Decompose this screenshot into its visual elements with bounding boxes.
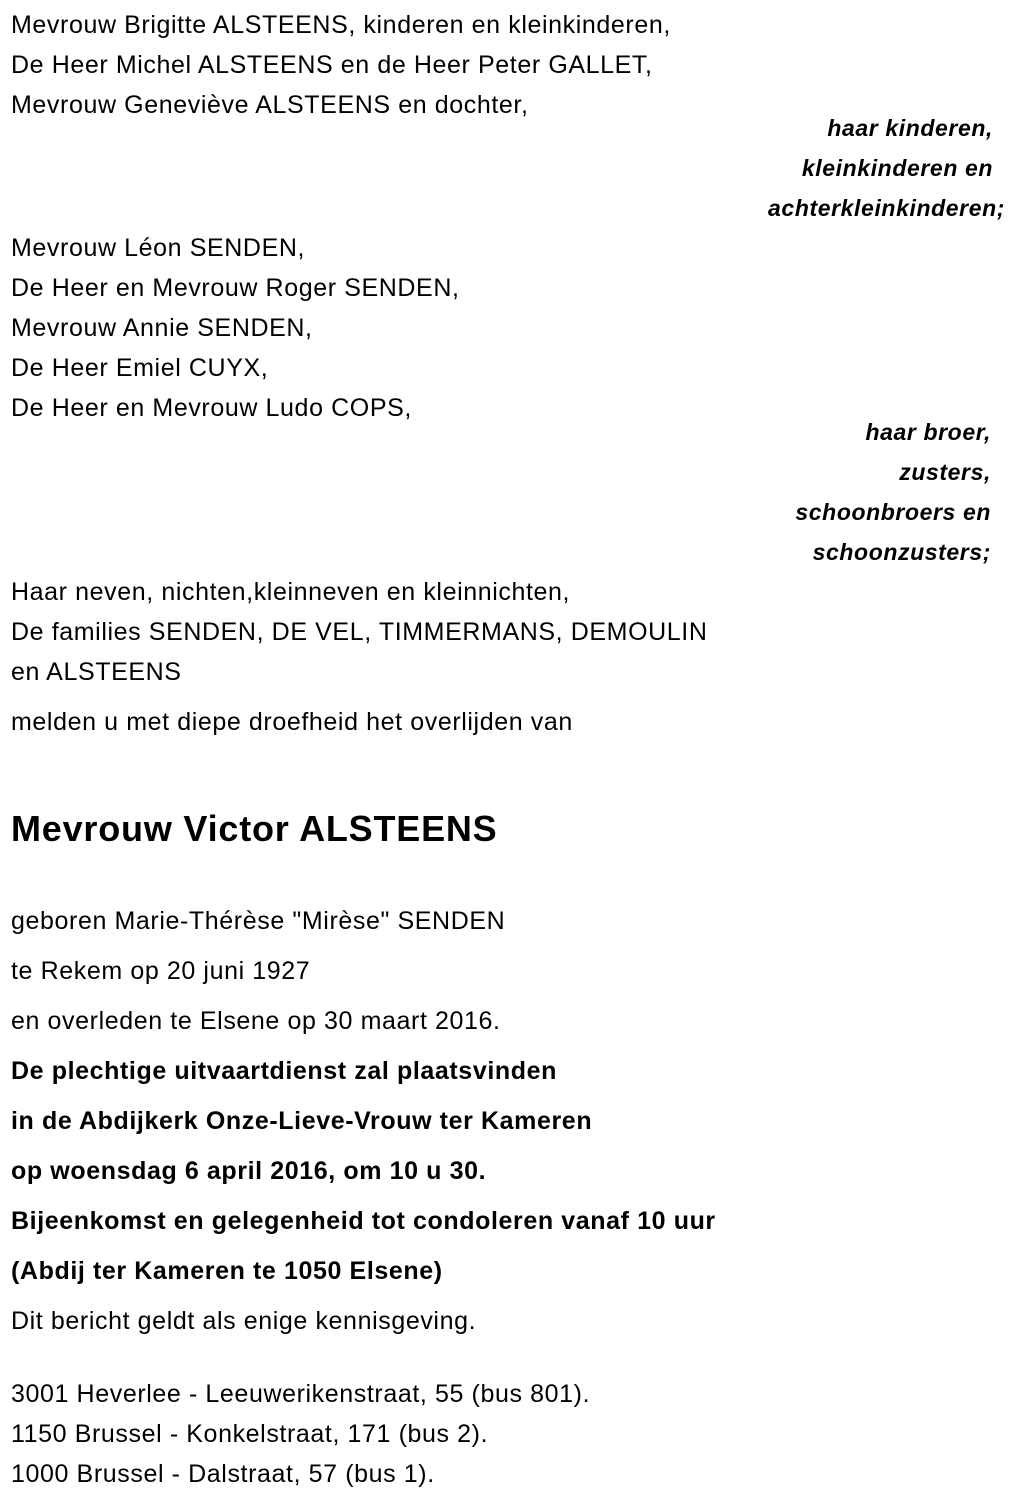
- family-line: Mevrouw Geneviève ALSTEENS en dochter,: [11, 91, 529, 119]
- relation-line: zusters,: [899, 459, 991, 485]
- family-line: Mevrouw Léon SENDEN,: [11, 234, 306, 262]
- notice-text: Dit bericht geldt als enige kennisgeving.: [11, 1307, 477, 1335]
- family-line: De families SENDEN, DE VEL, TIMMERMANS, DEMOULIN: [11, 618, 708, 646]
- deceased-name: Mevrouw Victor ALSTEENS: [11, 808, 498, 849]
- funeral-line: op woensdag 6 april 2016, om 10 u 30.: [11, 1157, 487, 1185]
- family-line: Mevrouw Annie SENDEN,: [11, 314, 313, 342]
- family-line: De Heer Emiel CUYX,: [11, 354, 269, 382]
- detail-line: te Rekem op 20 juni 1927: [11, 957, 311, 985]
- family-line: en ALSTEENS: [11, 658, 182, 686]
- relation-line: kleinkinderen en: [801, 155, 993, 181]
- details-block: [11, 896, 716, 1346]
- funeral-line: in de Abdijkerk Onze-Lieve-Vrouw ter Kameren: [11, 1107, 593, 1135]
- announcement: [11, 702, 573, 742]
- family-children-list: [11, 5, 671, 125]
- address-line: 1000 Brussel - Dalstraat, 57 (bus 1).: [11, 1460, 435, 1488]
- funeral-line: Bijeenkomst en gelegenheid tot condoleren vanaf 10 uur: [11, 1207, 716, 1235]
- family-line: Haar neven, nichten,kleinneven en kleinnichten,: [11, 578, 571, 606]
- relation-children: [768, 108, 1005, 228]
- relation-siblings: [795, 412, 991, 572]
- detail-line: geboren Marie-Thérèse "Mirèse" SENDEN: [11, 907, 506, 935]
- relation-line: achterkleinkinderen;: [768, 195, 1005, 221]
- announcement-text: melden u met diepe droefheid het overlijden van: [11, 708, 573, 736]
- family-line: Mevrouw Brigitte ALSTEENS, kinderen en kleinkinderen,: [11, 11, 671, 39]
- family-line: De Heer en Mevrouw Roger SENDEN,: [11, 274, 460, 302]
- relation-line: schoonzusters;: [812, 539, 991, 565]
- funeral-line: De plechtige uitvaartdienst zal plaatsvinden: [11, 1057, 557, 1085]
- addresses-list: [11, 1374, 590, 1494]
- funeral-line: (Abdij ter Kameren te 1050 Elsene): [11, 1257, 443, 1285]
- family-line: De Heer en Mevrouw Ludo COPS,: [11, 394, 412, 422]
- address-line: 1150 Brussel - Konkelstraat, 171 (bus 2).: [11, 1420, 489, 1448]
- relation-line: haar kinderen,: [827, 115, 993, 141]
- detail-line: en overleden te Elsene op 30 maart 2016.: [11, 1007, 501, 1035]
- relation-line: haar broer,: [865, 419, 991, 445]
- family-other-list: [11, 572, 708, 692]
- relation-line: schoonbroers en: [795, 499, 991, 525]
- address-line: 3001 Heverlee - Leeuwerikenstraat, 55 (bus 801).: [11, 1380, 591, 1408]
- family-siblings-list: [11, 228, 460, 428]
- family-line: De Heer Michel ALSTEENS en de Heer Peter GALLET,: [11, 51, 653, 79]
